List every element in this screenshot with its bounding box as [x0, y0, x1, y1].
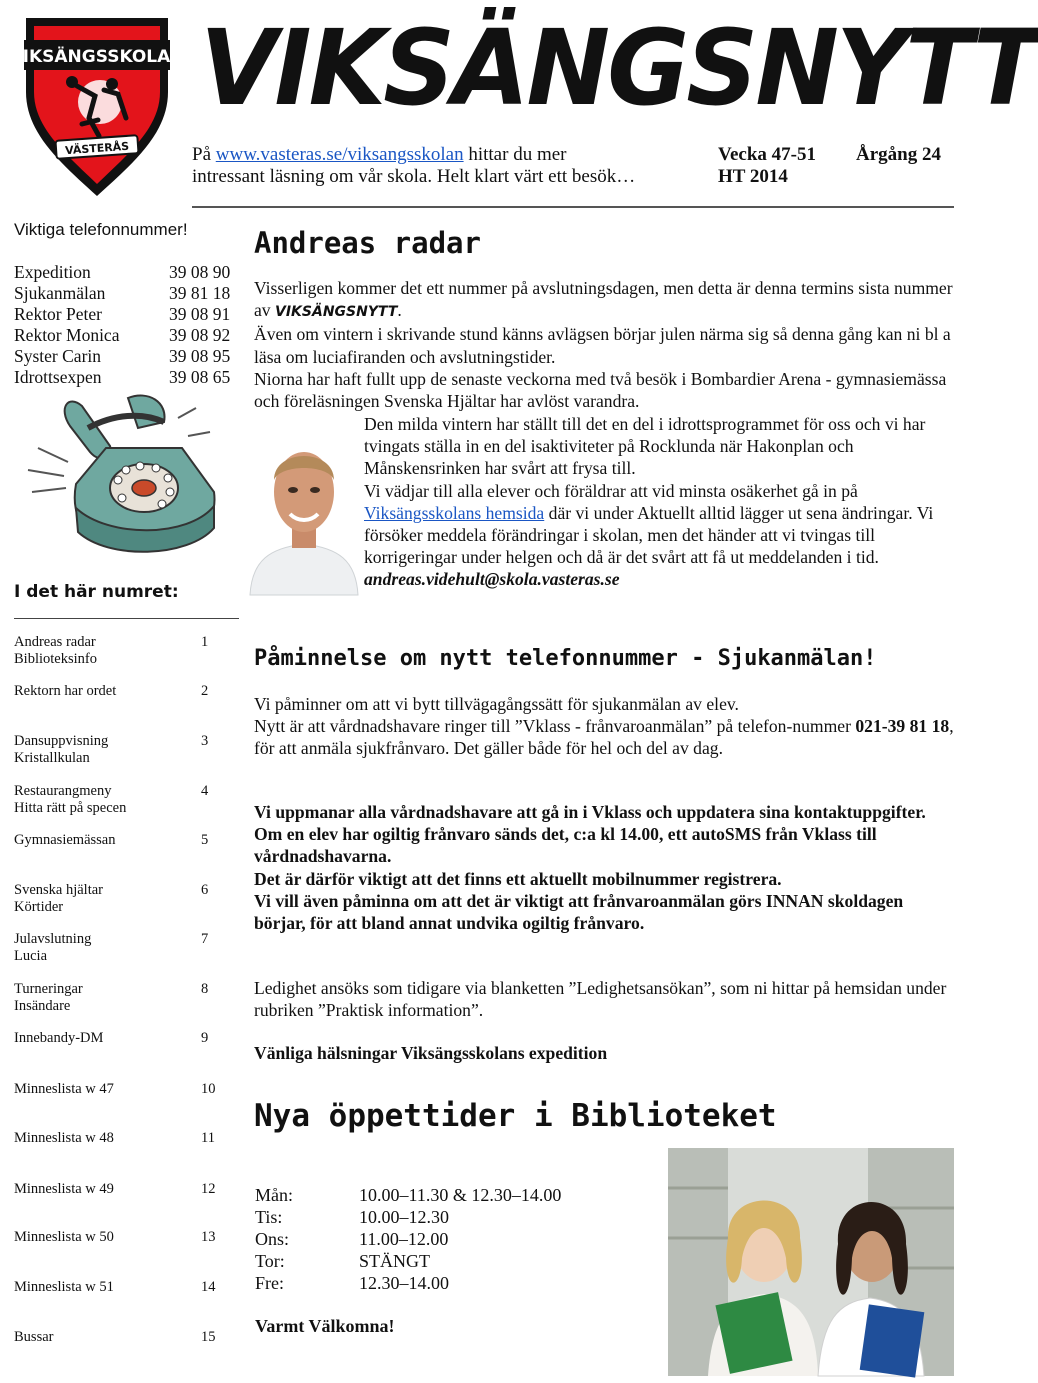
toc-line: Svenska hjältar: [14, 882, 103, 898]
newsletter-title: VIKSÄNGSNYTT: [200, 7, 1038, 129]
phone-name: Sjukanmälan: [14, 283, 106, 303]
library-welcome: Varmt Välkomna!: [255, 1316, 395, 1336]
sick-report-p2-text: Nytt är att vårdnadshavare ringer till ”Vklass - frånvaroanmälan” på telefon-nummer: [254, 716, 856, 737]
toc-line: Minneslista w 48: [14, 1130, 114, 1146]
toc-line: Julavslutning: [14, 931, 92, 947]
andreas-p5-text: Vi vädjar till alla elever och föräldrar att vid minsta osäkerhet gå in på: [364, 480, 858, 501]
website-line: [192, 144, 566, 166]
sick-report-bold-2: Om en elev har ogiltig frånvaro sänds det, c:a kl 14.00, ett autoSMS från Vklass till vårdnadshavarna.: [254, 824, 877, 867]
andreas-paragraph-4: Den milda vintern har ställt till det en del i idrottsprogrammet för oss och vi har tvingats ställa in en del isaktiviteter på Rocklunda när Hakonplan och Månskensrinken har svårt att frysa till.: [364, 414, 926, 479]
sick-report-bold: [254, 801, 954, 934]
issue-volume: Årgång 24: [856, 144, 941, 165]
school-website-link[interactable]: Viksängsskolans hemsida: [364, 502, 545, 523]
phone-number: 39 08 65: [169, 367, 231, 387]
toc-line: Körtider: [14, 899, 64, 915]
toc-line: Rektorn har ordet: [14, 683, 117, 699]
toc-item: [14, 634, 214, 668]
toc-line: Minneslista w 47: [14, 1081, 114, 1097]
phone-name: Expedition: [14, 262, 91, 282]
toc-item: [14, 733, 214, 767]
phone-name: Idrottsexpen: [14, 367, 102, 387]
office-greeting: Vänliga hälsningar Viksängsskolans expedition: [254, 1043, 608, 1063]
sick-report-bold-4: Vi vill även påminna om att det är viktigt att frånvaroanmälan görs INNAN skoldagen börjar, för att bland annat undvika ogiltig frånvaro.: [254, 890, 904, 934]
toc-line: Bussar: [14, 1329, 54, 1345]
toc-page: 3: [201, 733, 209, 749]
toc-page: 12: [201, 1181, 216, 1197]
phone-number: 39 08 95: [169, 346, 231, 366]
toc-line: Kristallkulan: [14, 750, 90, 766]
hours-day: Fre:: [255, 1273, 284, 1293]
telephone-icon: [18, 388, 230, 568]
toc-line: Hitta rätt på specen: [14, 800, 127, 816]
issue-week: Vecka 47-51: [718, 144, 816, 165]
newsletter-name: VIKSÄNGSNYTT: [275, 304, 398, 321]
website-line-2: intressant läsning om vår skola. Helt klart värt ett besök…: [192, 166, 636, 187]
website-link[interactable]: www.vasteras.se/viksangsskolan: [215, 144, 464, 165]
andreas-paragraph-5: [364, 480, 954, 569]
andreas-photo: [248, 420, 360, 595]
toc-item: [14, 981, 214, 1015]
students-photo: [668, 1148, 954, 1376]
phone-number: 39 08 90: [169, 262, 231, 282]
website-prefix: På: [192, 144, 216, 165]
toc-item: [14, 1279, 214, 1296]
hours-day: Mån:: [255, 1185, 293, 1205]
toc-item: [14, 832, 214, 849]
hours-time: STÄNGT: [359, 1251, 430, 1271]
sick-report-bold-1: Vi uppmanar alla vårdnadshavare att gå in i Vklass och uppdatera sina kontaktuppgifter.: [254, 802, 926, 822]
sick-report-heading: Påminnelse om nytt telefonnummer - Sjukanmälan!: [254, 646, 877, 671]
logo-text: VIKSÄNGSSKOLAN: [9, 47, 185, 67]
website-suffix: hittar du mer: [463, 144, 567, 165]
toc-page: 10: [201, 1081, 216, 1097]
toc-page: 8: [201, 981, 209, 997]
toc-page: 9: [201, 1030, 209, 1046]
hours-day: Tor:: [255, 1251, 285, 1271]
andreas-p1-text: Visserligen kommer det ett nummer på avslutningsdagen, men detta är denna termins sista nummer av: [254, 278, 953, 321]
toc-item: [14, 783, 214, 817]
toc-page: 6: [201, 882, 209, 898]
andreas-heading: Andreas radar: [254, 226, 481, 260]
toc-page: 7: [201, 931, 209, 947]
toc-line: Minneslista w 51: [14, 1279, 114, 1295]
phone-name: Rektor Peter: [14, 304, 102, 324]
toc-line: Insändare: [14, 998, 71, 1014]
hours-day: Tis:: [255, 1207, 283, 1227]
hours-time: 11.00–12.00: [359, 1229, 449, 1249]
andreas-paragraph-1: [254, 277, 954, 323]
toc-page: 15: [201, 1329, 216, 1345]
sick-report-bold-3: Det är därför viktigt att det finns ett aktuellt mobilnummer registrera.: [254, 868, 782, 889]
toc-item: [14, 1030, 214, 1047]
toc-line: Minneslista w 49: [14, 1181, 114, 1197]
phone-name: Syster Carin: [14, 346, 102, 366]
phones-heading: Viktiga telefonnummer!: [14, 220, 188, 239]
andreas-email[interactable]: andreas.videhult@skola.vasteras.se: [364, 569, 620, 590]
toc-page: 14: [201, 1279, 216, 1295]
phone-name: Rektor Monica: [14, 325, 120, 345]
masthead-divider: [192, 206, 954, 208]
toc-line: Minneslista w 50: [14, 1229, 114, 1245]
toc-item: [14, 683, 214, 700]
hours-day: Ons:: [255, 1229, 290, 1249]
issue-term: HT 2014: [718, 166, 788, 187]
toc-line: Restaurangmeny: [14, 783, 112, 799]
toc-item: [14, 1229, 214, 1246]
hours-time: 10.00–12.30: [359, 1207, 449, 1227]
toc-line: Dansuppvisning: [14, 733, 109, 749]
sick-report-number: 021-39 81 18: [855, 716, 950, 737]
andreas-p1-end: .: [397, 300, 402, 321]
sick-report-p1: Vi påminner om att vi bytt tillvägagångssätt för sjukanmälan av elev.: [254, 694, 739, 714]
phone-number: 39 08 92: [169, 325, 231, 345]
toc-line: Andreas radar: [14, 634, 96, 650]
toc-line: Biblioteksinfo: [14, 651, 97, 667]
andreas-intro: [254, 277, 954, 412]
logo-city: VÄSTERÅS: [64, 139, 130, 158]
toc-page: 4: [201, 783, 209, 799]
toc-page: 1: [201, 634, 209, 650]
toc-line: Turneringar: [14, 981, 83, 997]
toc-page: 2: [201, 683, 209, 699]
school-logo: [9, 14, 185, 199]
contents-divider: [14, 618, 239, 619]
toc-item: [14, 931, 214, 965]
library-heading: Nya öppettider i Biblioteket: [254, 1098, 777, 1134]
hours-time: 12.30–14.00: [359, 1273, 449, 1293]
toc-item: [14, 1329, 214, 1346]
sick-report-p2: [254, 715, 954, 759]
toc-item: [14, 1130, 214, 1147]
toc-item: [14, 1181, 214, 1198]
sick-report-body: [254, 693, 954, 760]
toc-line: Lucia: [14, 948, 48, 964]
andreas-paragraph-2: Även om vintern i skrivande stund känns avlägsen börjar julen närma sig så denna gång kan ni bl a läsa om luciafiranden och avslutningstider.: [254, 324, 951, 367]
toc-page: 5: [201, 832, 209, 848]
andreas-p5-rest: där vi under Aktuellt alltid lägger ut sena ändringar. Vi försöker meddela förändringar i skolan, men det händer att vi tvingas till korrigeringar under helgen och då är det svårt att få ut meddelanden i tid.: [364, 502, 934, 568]
hours-time: 10.00–11.30 & 12.30–14.00: [359, 1185, 562, 1205]
sick-report-p2-rest: , för att anmäla sjukfrånvaro. Det gäller både för hel och del av dag.: [254, 716, 954, 759]
andreas-paragraph-3: Niorna har haft fullt upp de senaste veckorna med två besök i Bombardier Arena - gymnasiemässa och föreläsningen Svenska Hjältar har avlöst varandra.: [254, 368, 947, 412]
phone-number: 39 81 18: [169, 283, 231, 303]
toc-line: Innebandy-DM: [14, 1030, 104, 1046]
toc-page: 13: [201, 1229, 216, 1245]
contents-heading: I det här numret:: [14, 582, 179, 602]
leave-paragraph: Ledighet ansöks som tidigare via blanketten ”Ledighetsansökan”, som ni hittar på hemsidan under rubriken ”Praktisk information”.: [254, 978, 947, 1021]
toc-page: 11: [201, 1130, 215, 1146]
andreas-wrap-text: [364, 413, 954, 591]
phone-number: 39 08 91: [169, 304, 231, 324]
toc-item: [14, 1081, 214, 1098]
toc-item: [14, 882, 214, 916]
toc-line: Gymnasiemässan: [14, 832, 116, 848]
